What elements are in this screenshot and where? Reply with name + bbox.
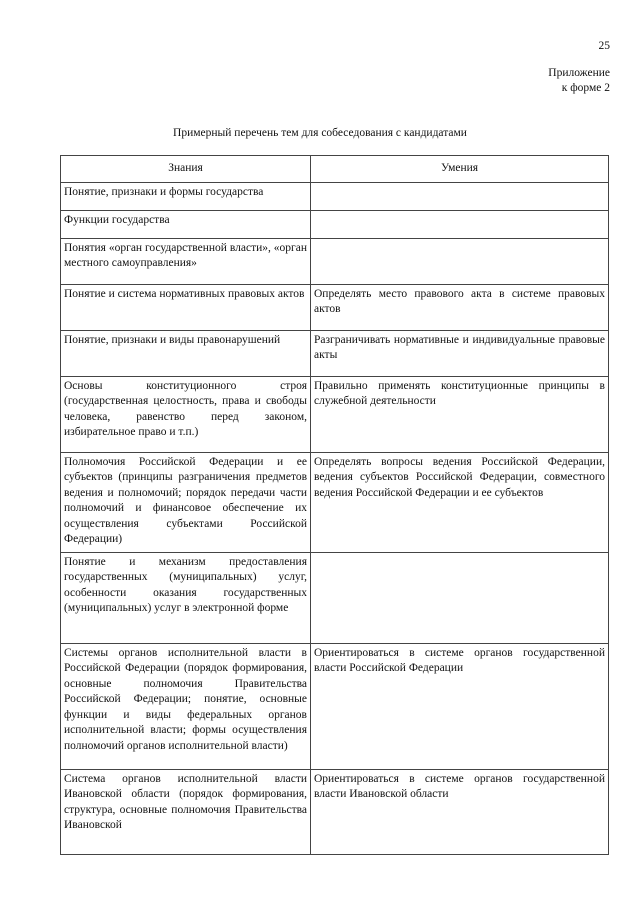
appendix-label — [548, 66, 610, 96]
knowledge-cell: Понятие, признаки и формы государства — [61, 182, 311, 210]
skills-cell: Определять место правового акта в системе правовых актов — [311, 284, 609, 330]
skills-cell: Правильно применять конституционные принципы в служебной деятельности — [311, 376, 609, 452]
skills-cell — [311, 238, 609, 284]
table-row — [61, 238, 609, 284]
appendix-line-2: к форме 2 — [561, 82, 610, 94]
table-row — [61, 182, 609, 210]
knowledge-cell: Системы органов исполнительной власти в Российской Федерации (порядок формирования, основные полномочия Правительства Российской Федерации; понятие, основные функции и виды федеральных органов исполнительной власти; формы осуществления полномочий органов исполнительной власти) — [61, 643, 311, 769]
skills-cell: Ориентироваться в системе органов государственной власти Ивановской области — [311, 769, 609, 854]
header-knowledge: Знания — [61, 156, 311, 183]
table-row — [61, 552, 609, 643]
skills-cell — [311, 182, 609, 210]
table-row — [61, 284, 609, 330]
knowledge-cell: Понятие и система нормативных правовых актов — [61, 284, 311, 330]
knowledge-cell: Полномочия Российской Федерации и ее субъектов (принципы разграничения предметов ведения и полномочий; порядок передачи части полномочий и финансовое обеспечение их осуществления субъектами Российской Федерации) — [61, 452, 311, 552]
table-row — [61, 769, 609, 854]
skills-cell: Разграничивать нормативные и индивидуальные правовые акты — [311, 330, 609, 376]
table-row — [61, 330, 609, 376]
appendix-line-1: Приложение — [548, 67, 610, 79]
table-row — [61, 452, 609, 552]
skills-cell — [311, 552, 609, 643]
table-row — [61, 210, 609, 238]
knowledge-cell: Система органов исполнительной власти Ивановской области (порядок формирования, структура, основные полномочия Правительства Ивановской — [61, 769, 311, 854]
table-row — [61, 643, 609, 769]
knowledge-cell: Функции государства — [61, 210, 311, 238]
table-header-row — [61, 156, 609, 183]
table-row — [61, 376, 609, 452]
header-skills: Умения — [311, 156, 609, 183]
page-number: 25 — [598, 40, 610, 52]
knowledge-cell: Понятия «орган государственной власти», «орган местного самоуправления» — [61, 238, 311, 284]
knowledge-cell: Понятие и механизм предоставления государственных (муниципальных) услуг, особенности оказания государственных (муниципальных) услуг в электронной форме — [61, 552, 311, 643]
document-title: Примерный перечень тем для собеседования с кандидатами — [173, 127, 467, 139]
skills-cell — [311, 210, 609, 238]
knowledge-cell: Понятие, признаки и виды правонарушений — [61, 330, 311, 376]
interview-topics-table — [60, 155, 609, 855]
skills-cell: Определять вопросы ведения Российской Федерации, ведения субъектов Российской Федерации, совместного ведения Российской Федерации и ее субъектов — [311, 452, 609, 552]
knowledge-cell: Основы конституционного строя (государственная целостность, права и свободы человека, равенство перед законом, избирательное право и т.п.) — [61, 376, 311, 452]
skills-cell: Ориентироваться в системе органов государственной власти Российской Федерации — [311, 643, 609, 769]
